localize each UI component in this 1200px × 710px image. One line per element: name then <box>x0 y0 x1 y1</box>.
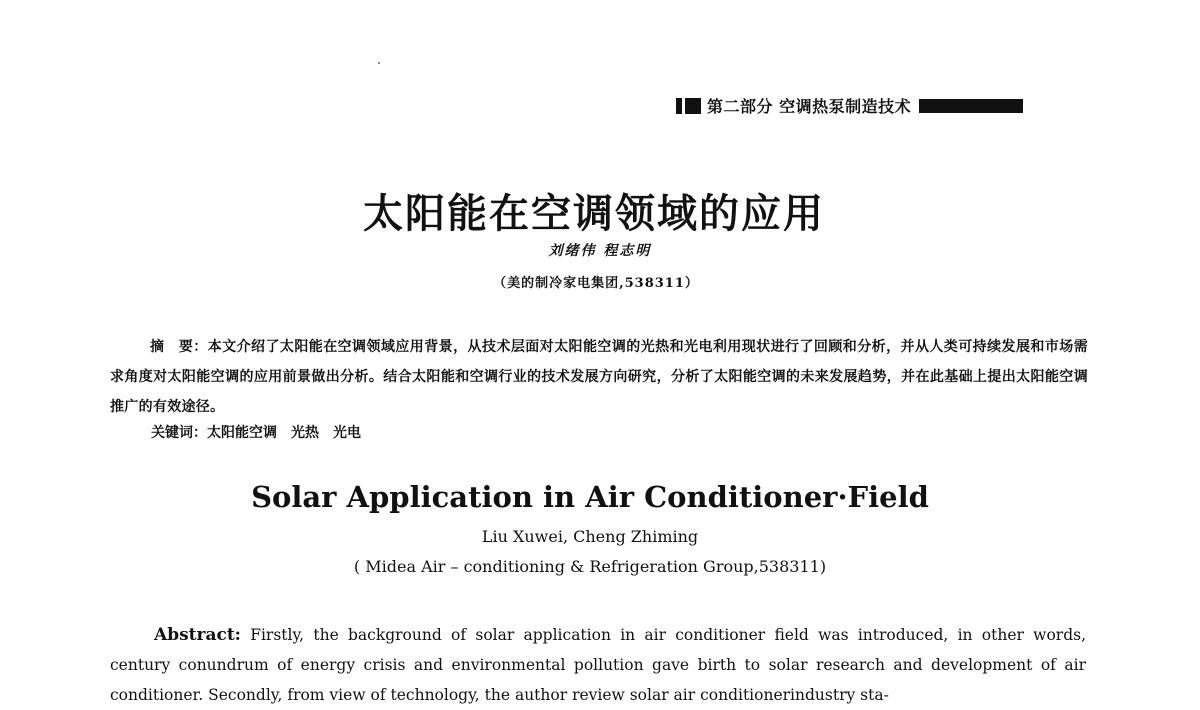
keywords-cn-text: 太阳能空调 光热 光电 <box>207 425 361 441</box>
running-header <box>676 94 1023 117</box>
header-bar-decoration <box>919 99 1023 113</box>
affiliation-cn: （美的制冷家电集团,538311） <box>493 276 699 291</box>
abstract-en-label: Abstract: <box>154 625 241 645</box>
abstract-cn <box>110 332 1088 422</box>
paper-title-en: Solar Application in Air Conditioner·Field <box>251 480 929 514</box>
header-marker <box>676 98 682 114</box>
abstract-cn-text: 本文介绍了太阳能在空调领域应用背景，从技术层面对太阳能空调的光热和光电利用现状进行了回顾和分析，并从人类可持续发展和市场需求角度对太阳能空调的应用前景做出分析。结合太阳能和空调行业的技术发展方向研究，分析了太阳能空调的未来发展趋势，并在此基础上提出太阳能空调推广的有效途径。 <box>110 339 1088 415</box>
keywords-cn-label: 关键词： <box>151 425 207 441</box>
authors-en: Liu Xuwei, Cheng Zhiming <box>481 527 699 546</box>
paper-title-cn: 太阳能在空调领域的应用 <box>363 190 825 237</box>
abstract-cn-label: 摘 要： <box>150 339 208 355</box>
abstract-en <box>110 620 1086 710</box>
authors-cn: 刘绪伟 程志明 <box>548 243 652 259</box>
header-marker <box>685 98 701 114</box>
scan-speck <box>378 62 380 64</box>
affiliation-en: ( Midea Air – conditioning & Refrigeration Group,538311) <box>353 557 827 576</box>
abstract-en-text: Firstly, the background of solar application in air conditioner field was introduced, in other words, century conundrum of energy crisis and environmental pollution gave birth to solar research and development of air conditioner. Secondly, from view of technology, the author review solar air conditionerindustry sta- <box>110 626 1086 704</box>
keywords-cn <box>151 422 361 442</box>
header-section-title: 第二部分 空调热泵制造技术 <box>707 97 912 116</box>
